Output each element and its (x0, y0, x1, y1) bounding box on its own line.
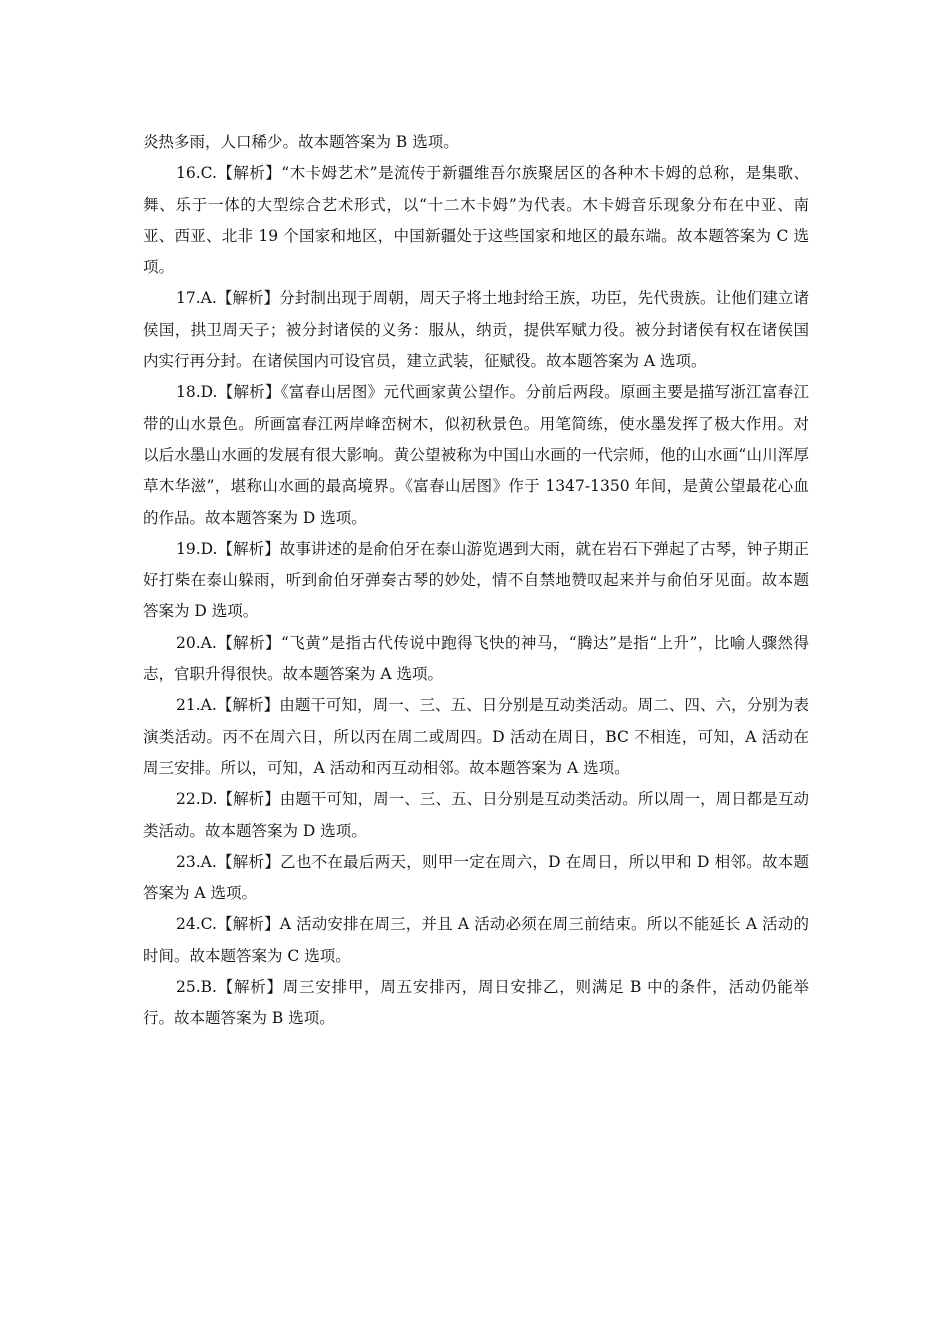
answer-18: 18.D.【解析】《富春山居图》元代画家黄公望作。分前后两段。原画主要是描写浙江富春江带的山水景色。所画富春江两岸峰峦树木，似初秋景色。用笔简练，使水墨发挥了极大作用。对以后水墨山水画的发展有很大影响。黄公望被称为中国山水画的一代宗师，他的山水画“山川浑厚草木华滋”，堪称山水画的最高境界。《富春山居图》作于 1347-1350 年间，是黄公望最花心血的作品。故本题答案为 D 选项。 (143, 383, 809, 527)
answer-19: 19.D.【解析】故事讲述的是俞伯牙在泰山游览遇到大雨，就在岩石下弹起了古琴，钟子期正好打柴在泰山躲雨，听到俞伯牙弹奏古琴的妙处，情不自禁地赞叹起来并与俞伯牙见面。故本题答案为 D 选项。 (143, 539, 809, 621)
answer-20: 20.A.【解析】“飞黄”是指古代传说中跑得飞快的神马，“腾达”是指“上升”，比喻人骤然得志，官职升得很快。故本题答案为 A 选项。 (143, 633, 809, 684)
document-page (143, 127, 809, 1035)
answer-25: 25.B.【解析】周三安排甲，周五安排丙，周日安排乙，则满足 B 中的条件，活动仍能举行。故本题答案为 B 选项。 (143, 978, 809, 1028)
answer-22: 22.D.【解析】由题干可知，周一、三、五、日分别是互动类活动。所以周一，周日都是互动类活动。故本题答案为 D 选项。 (143, 790, 809, 840)
answer-17: 17.A.【解析】分封制出现于周朝，周天子将土地封给王族，功臣，先代贵族。让他们建立诸侯国，拱卫周天子；被分封诸侯的义务：服从，纳贡，提供军赋力役。被分封诸侯有权在诸侯国内实行再分封。在诸侯国内可设官员，建立武装，征赋役。故本题答案为 A 选项。 (143, 289, 809, 371)
paragraph-continuation: 炎热多雨，人口稀少。故本题答案为 B 选项。 (143, 133, 459, 151)
answer-16: 16.C.【解析】“木卡姆艺术”是流传于新疆维吾尔族聚居区的各种木卡姆的总称，是集歌、舞、乐于一体的大型综合艺术形式，以“十二木卡姆”为代表。木卡姆音乐现象分布在中亚、南亚、西亚、北非 19 个国家和地区，中国新疆处于这些国家和地区的最东端。故本题答案为 C 选项。 (143, 164, 809, 277)
answer-23: 23.A.【解析】乙也不在最后两天，则甲一定在周六，D 在周日，所以甲和 D 相邻。故本题答案为 A 选项。 (143, 852, 809, 903)
answer-24: 24.C.【解析】A 活动安排在周三，并且 A 活动必须在周三前结束。所以不能延长 A 活动的时间。故本题答案为 C 选项。 (143, 915, 809, 965)
answer-21: 21.A.【解析】由题干可知，周一、三、五、日分别是互动类活动。周二、四、六，分别为表演类活动。丙不在周六日，所以丙在周二或周四。D 活动在周日，BC 不相连，可知，A 活动在周三安排。所以，可知，A 活动和丙互动相邻。故本题答案为 A 选项。 (143, 696, 809, 777)
